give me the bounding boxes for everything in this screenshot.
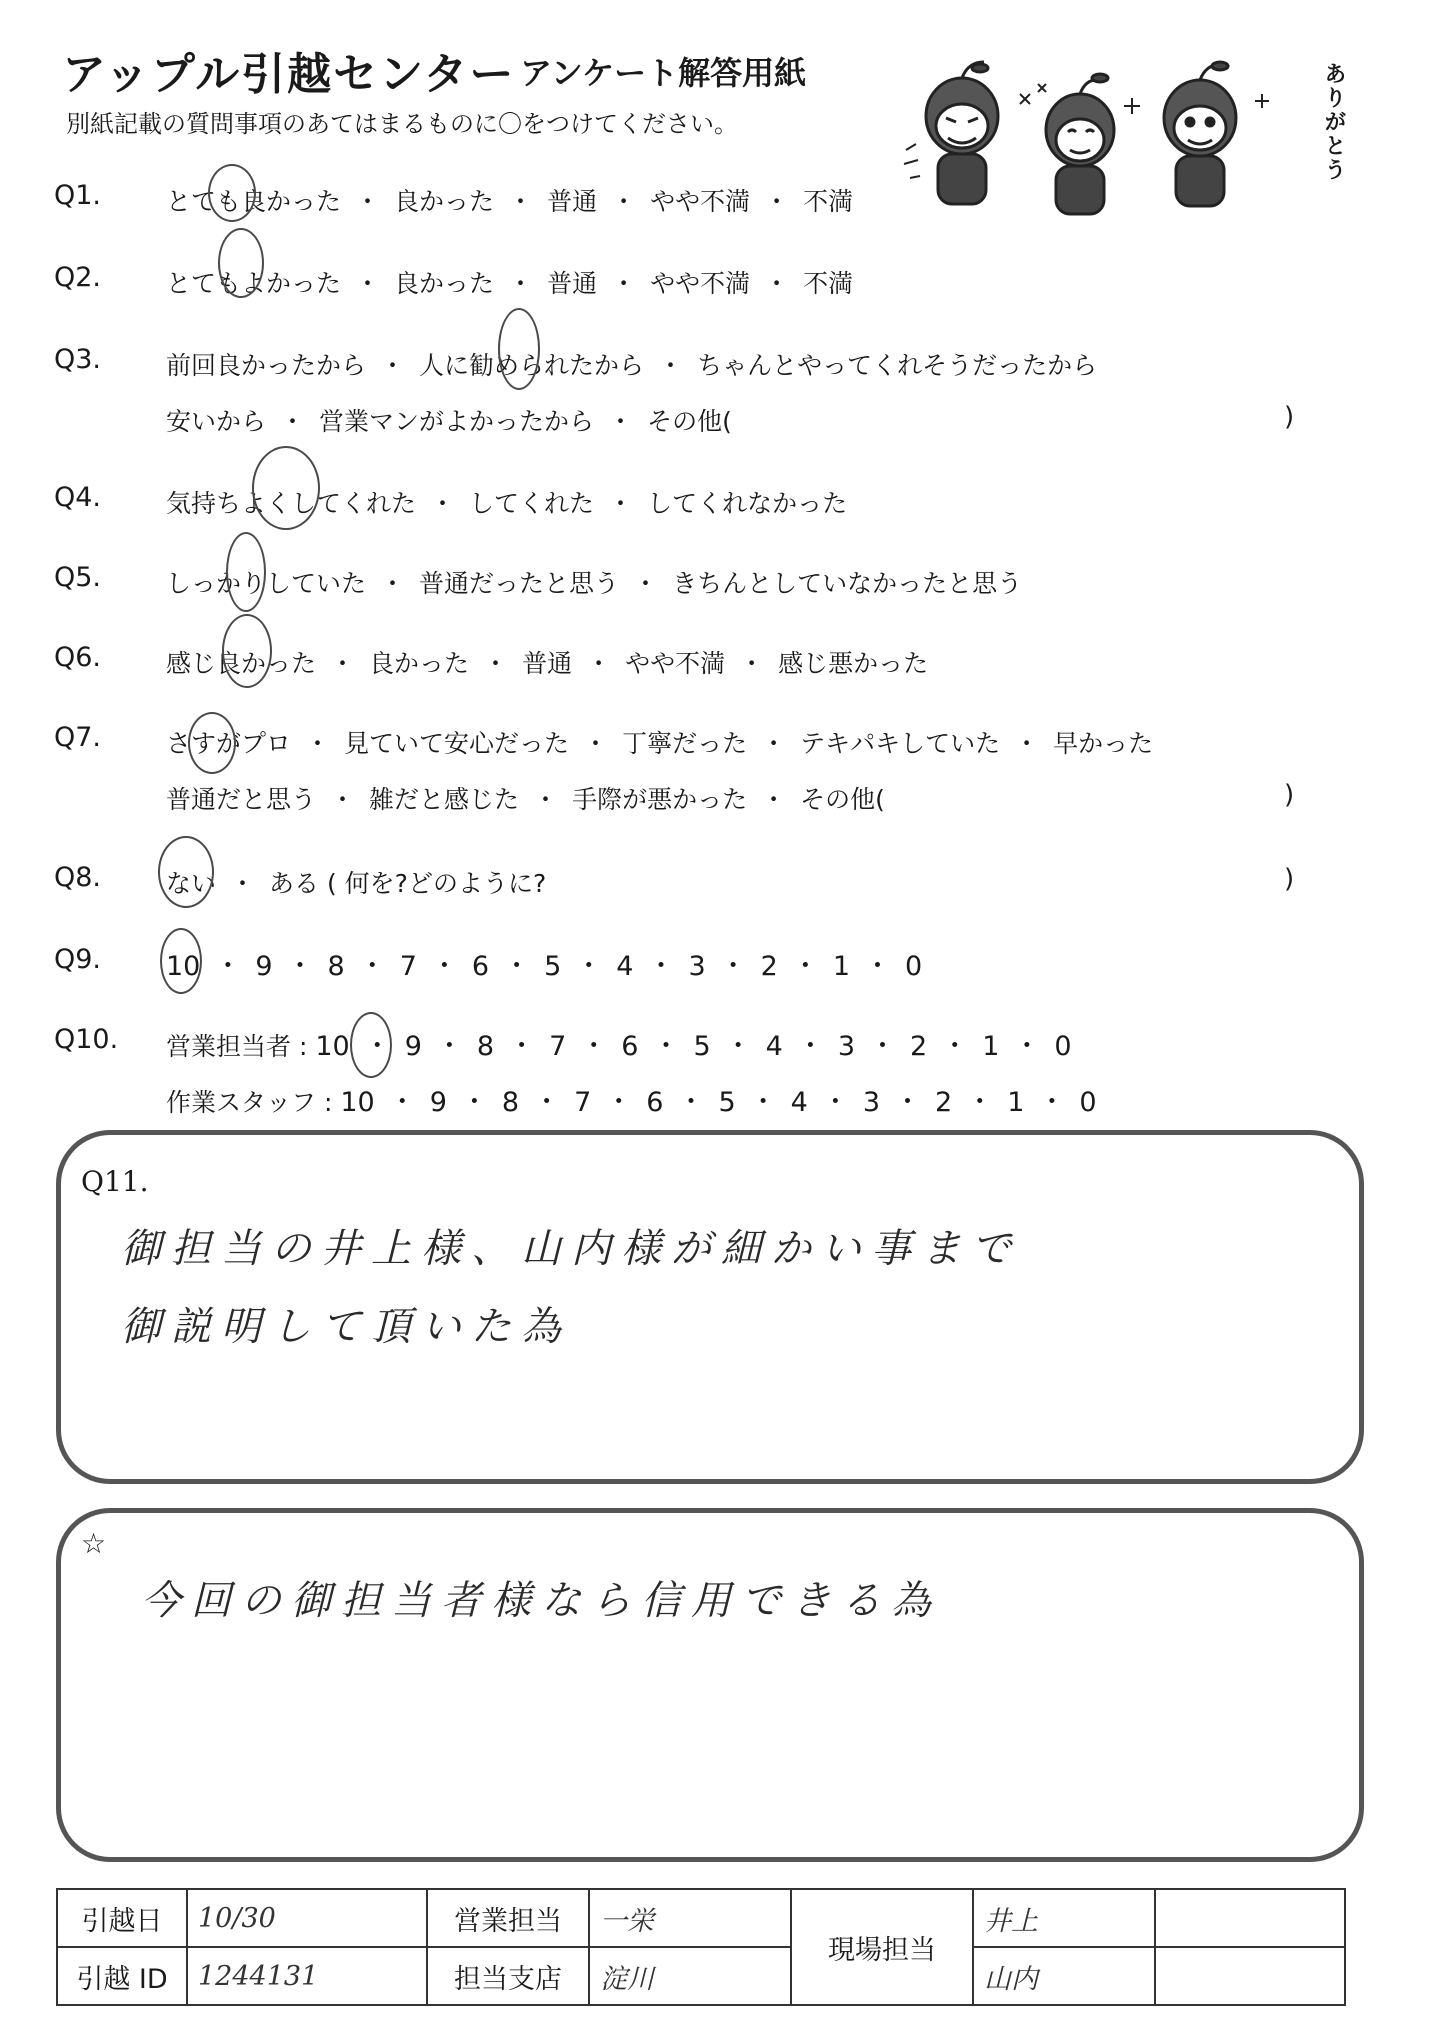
q2-option[interactable]: 良かった (394, 269, 495, 298)
site-staff-label: 現場担当 (791, 1889, 973, 2005)
q7-option[interactable]: その他( (800, 785, 885, 814)
q4-selection-circle (252, 446, 320, 530)
q8-options: ない ・ ある ( 何を?どのように? (166, 869, 547, 898)
q1-option[interactable]: 良かった (394, 187, 495, 216)
q8-selection-circle (158, 836, 217, 908)
q10-sales-score[interactable]: 3 (837, 1031, 855, 1062)
move-date-value[interactable]: 10/30 (187, 1889, 427, 1947)
q5-label: Q5. (54, 562, 102, 593)
q10-staff-score[interactable]: 0 (1079, 1087, 1097, 1118)
q7-option[interactable]: 早かった (1053, 729, 1154, 758)
q1-option[interactable]: 不満 (803, 187, 854, 216)
q3-label: Q3. (54, 344, 102, 375)
q9-scale: 10 ・ 9 ・ 8 ・ 7 ・ 6 ・ 5 ・ 4 ・ 3 ・ 2 ・ 1 ・ 0 (166, 951, 923, 982)
q5-option[interactable]: 普通だったと思う (419, 569, 620, 598)
q9-score[interactable]: 6 (471, 951, 490, 982)
q10-staff-score[interactable]: 10 (340, 1087, 375, 1118)
star-icon: ☆ (81, 1527, 107, 1560)
q7-options-line1: さすがプロ ・ 見ていて安心だった ・ 丁寧だった ・ テキパキしていた ・ 早かった (166, 729, 1154, 758)
q1-option[interactable]: とても良かった (166, 187, 342, 216)
q9-score[interactable]: 10 (166, 951, 201, 982)
empty-cell[interactable] (1155, 1889, 1345, 1947)
q2-option[interactable]: 不満 (803, 269, 854, 298)
q7-label: Q7. (54, 722, 102, 753)
q1-selection-circle (208, 164, 256, 222)
q10-staff-score[interactable]: 1 (1007, 1087, 1025, 1118)
q10-staff-score[interactable]: 8 (501, 1087, 520, 1118)
q3-options-line2: 安いから ・ 営業マンがよかったから ・ その他( (166, 407, 732, 436)
q11-label: Q11. (81, 1165, 149, 1198)
q9-score[interactable]: 9 (255, 951, 273, 982)
q10-staff-row: 作業スタッフ : 10 ・ 9 ・ 8 ・ 7 ・ 6 ・ 5 ・ 4 ・ 3 ・ 2 ・ 1 ・ 0 (166, 1087, 1097, 1118)
move-id-label: 引越 ID (57, 1947, 187, 2005)
q4-label: Q4. (54, 482, 102, 513)
q8-label: Q8. (54, 862, 102, 893)
instruction-text: 別紙記載の質問事項のあてはまるものに〇をつけてください。 (66, 110, 738, 138)
q2-option[interactable]: とてもよかった (166, 269, 342, 298)
q7-close-paren: ) (1284, 780, 1295, 810)
q7-option[interactable]: 普通だと思う (166, 785, 317, 814)
q8-option[interactable]: ある ( 何を?どのように? (269, 869, 547, 898)
q6-option[interactable]: 感じ悪かった (778, 649, 929, 678)
q10-sales-score[interactable]: 9 (404, 1031, 422, 1062)
q10-sales-selection-circle (350, 1012, 392, 1078)
q11-handwritten-line1: 御担当の井上様、山内様が細かい事まで (121, 1226, 1021, 1272)
q10-sales-score[interactable]: 6 (621, 1031, 639, 1062)
q10-staff-score[interactable]: 6 (646, 1087, 664, 1118)
q10-staff-label: 作業スタッフ : (166, 1088, 333, 1117)
monkey-left (904, 62, 998, 204)
info-table (56, 1888, 1346, 2006)
q11-comment-box[interactable] (56, 1130, 1364, 1484)
q2-option[interactable]: 普通 (547, 269, 598, 298)
q10-staff-score[interactable]: 4 (790, 1087, 808, 1118)
move-id-value[interactable]: 1244131 (187, 1947, 427, 2005)
q7-option[interactable]: 丁寧だった (622, 729, 748, 758)
q3-close-paren: ) (1284, 402, 1295, 432)
site-staff-value-2[interactable]: 山内 (973, 1947, 1155, 2005)
q9-selection-circle (160, 928, 202, 994)
form-title: アンケート解答用紙 (520, 54, 807, 92)
q6-option[interactable]: 普通 (522, 649, 573, 678)
q9-score[interactable]: 8 (327, 951, 345, 982)
move-date-label: 引越日 (57, 1889, 187, 1947)
q2-selection-circle (218, 228, 264, 298)
q4-option[interactable]: してくれなかった (647, 489, 848, 518)
q7-option[interactable]: 雑だと感じた (369, 785, 520, 814)
q1-label: Q1. (54, 180, 102, 211)
q9-score[interactable]: 4 (616, 951, 634, 982)
q6-option[interactable]: やや不満 (625, 649, 726, 678)
q3-option[interactable]: 営業マンがよかったから (319, 407, 595, 436)
q2-label: Q2. (54, 262, 102, 293)
q7-option[interactable]: 見ていて安心だった (344, 729, 570, 758)
q6-option[interactable]: 感じ良かった (166, 649, 317, 678)
q9-label: Q9. (54, 944, 102, 975)
q11-handwritten-line2: 御説明して頂いた為 (121, 1304, 571, 1350)
q6-option[interactable]: 良かった (369, 649, 470, 678)
company-title: アップル引越センター (62, 49, 516, 100)
q10-sales-row: 営業担当者 : 10 ・ 9 ・ 8 ・ 7 ・ 6 ・ 5 ・ 4 ・ 3 ・ 2 ・ 1 ・ 0 (166, 1031, 1072, 1062)
q10-sales-score[interactable]: 8 (476, 1031, 495, 1062)
thanks-text: ありがとう (1321, 62, 1346, 182)
monkey-mascots-illustration (900, 54, 1340, 224)
q9-score[interactable]: 5 (544, 951, 562, 982)
q4-options: 気持ちよくしてくれた ・ してくれた ・ してくれなかった (166, 489, 848, 518)
sales-label: 営業担当 (427, 1889, 589, 1947)
q3-option[interactable]: ちゃんとやってくれそうだったから (697, 351, 1098, 380)
q1-options: とても良かった ・ 良かった ・ 普通 ・ やや不満 ・ 不満 (166, 187, 854, 216)
sales-value[interactable]: 一栄 (589, 1889, 791, 1947)
branch-value[interactable]: 淀川 (589, 1947, 791, 2005)
q6-label: Q6. (54, 642, 102, 673)
q7-option[interactable]: さすがプロ (166, 729, 292, 758)
site-staff-value-1[interactable]: 井上 (973, 1889, 1155, 1947)
monkey-center (1020, 74, 1114, 214)
q7-option[interactable]: テキパキしていた (800, 729, 1001, 758)
q9-score[interactable]: 2 (760, 951, 778, 982)
q10-label: Q10. (54, 1024, 119, 1055)
q10-sales-score[interactable]: 5 (693, 1031, 711, 1062)
q6-options: 感じ良かった ・ 良かった ・ 普通 ・ やや不満 ・ 感じ悪かった (166, 649, 929, 678)
q10-staff-score[interactable]: 9 (429, 1087, 447, 1118)
q3-option[interactable]: 安いから (166, 407, 267, 436)
q4-option[interactable]: 気持ちよくしてくれた (166, 489, 417, 518)
q10-sales-score[interactable]: 10 (315, 1031, 350, 1062)
q7-options-line2: 普通だと思う ・ 雑だと感じた ・ 手際が悪かった ・ その他( (166, 785, 885, 814)
q10-sales-score[interactable]: 0 (1054, 1031, 1072, 1062)
q10-sales-score[interactable]: 4 (765, 1031, 783, 1062)
q1-option[interactable]: やや不満 (650, 187, 751, 216)
q6-selection-circle (222, 614, 272, 688)
q8-close-paren: ) (1284, 864, 1295, 894)
q9-score[interactable]: 7 (399, 951, 417, 982)
q5-selection-circle (226, 532, 266, 612)
q3-option[interactable]: 前回良かったから (166, 351, 367, 380)
q10-staff-score[interactable]: 5 (718, 1087, 736, 1118)
q3-option[interactable]: 人に勧められたから (419, 351, 645, 380)
q2-options: とてもよかった ・ 良かった ・ 普通 ・ やや不満 ・ 不満 (166, 269, 854, 298)
q3-options-line1: 前回良かったから ・ 人に勧められたから ・ ちゃんとやってくれそうだったから (166, 351, 1098, 380)
q5-options: しっかりしていた ・ 普通だったと思う ・ きちんとしていなかったと思う (166, 569, 1023, 598)
q2-option[interactable]: やや不満 (650, 269, 751, 298)
q10-sales-score[interactable]: 7 (549, 1031, 567, 1062)
star-comment-box[interactable] (56, 1508, 1364, 1862)
branch-label: 担当支店 (427, 1947, 589, 2005)
monkey-right (1124, 62, 1269, 206)
q9-score[interactable]: 1 (832, 951, 851, 982)
q5-option[interactable]: しっかりしていた (166, 569, 367, 598)
q9-score[interactable]: 0 (905, 951, 923, 982)
q9-score[interactable]: 3 (688, 951, 706, 982)
q5-option[interactable]: きちんとしていなかったと思う (672, 569, 1023, 598)
q10-sales-score[interactable]: 1 (982, 1031, 1000, 1062)
q10-staff-score[interactable]: 2 (935, 1087, 953, 1118)
q10-sales-score[interactable]: 2 (910, 1031, 928, 1062)
q7-option[interactable]: 手際が悪かった (572, 785, 748, 814)
q10-staff-score[interactable]: 7 (574, 1087, 592, 1118)
q3-option[interactable]: その他( (647, 407, 732, 436)
q1-option[interactable]: 普通 (547, 187, 598, 216)
q3-selection-circle (498, 308, 540, 390)
q7-selection-circle (188, 712, 236, 774)
q10-sales-label: 営業担当者 : (166, 1032, 308, 1061)
star-handwritten-text: 今回の御担当者様なら信用できる為 (141, 1578, 941, 1624)
q8-option[interactable]: ない (166, 869, 217, 898)
q10-staff-score[interactable]: 3 (862, 1087, 880, 1118)
empty-cell[interactable] (1155, 1947, 1345, 2005)
q4-option[interactable]: してくれた (469, 489, 595, 518)
